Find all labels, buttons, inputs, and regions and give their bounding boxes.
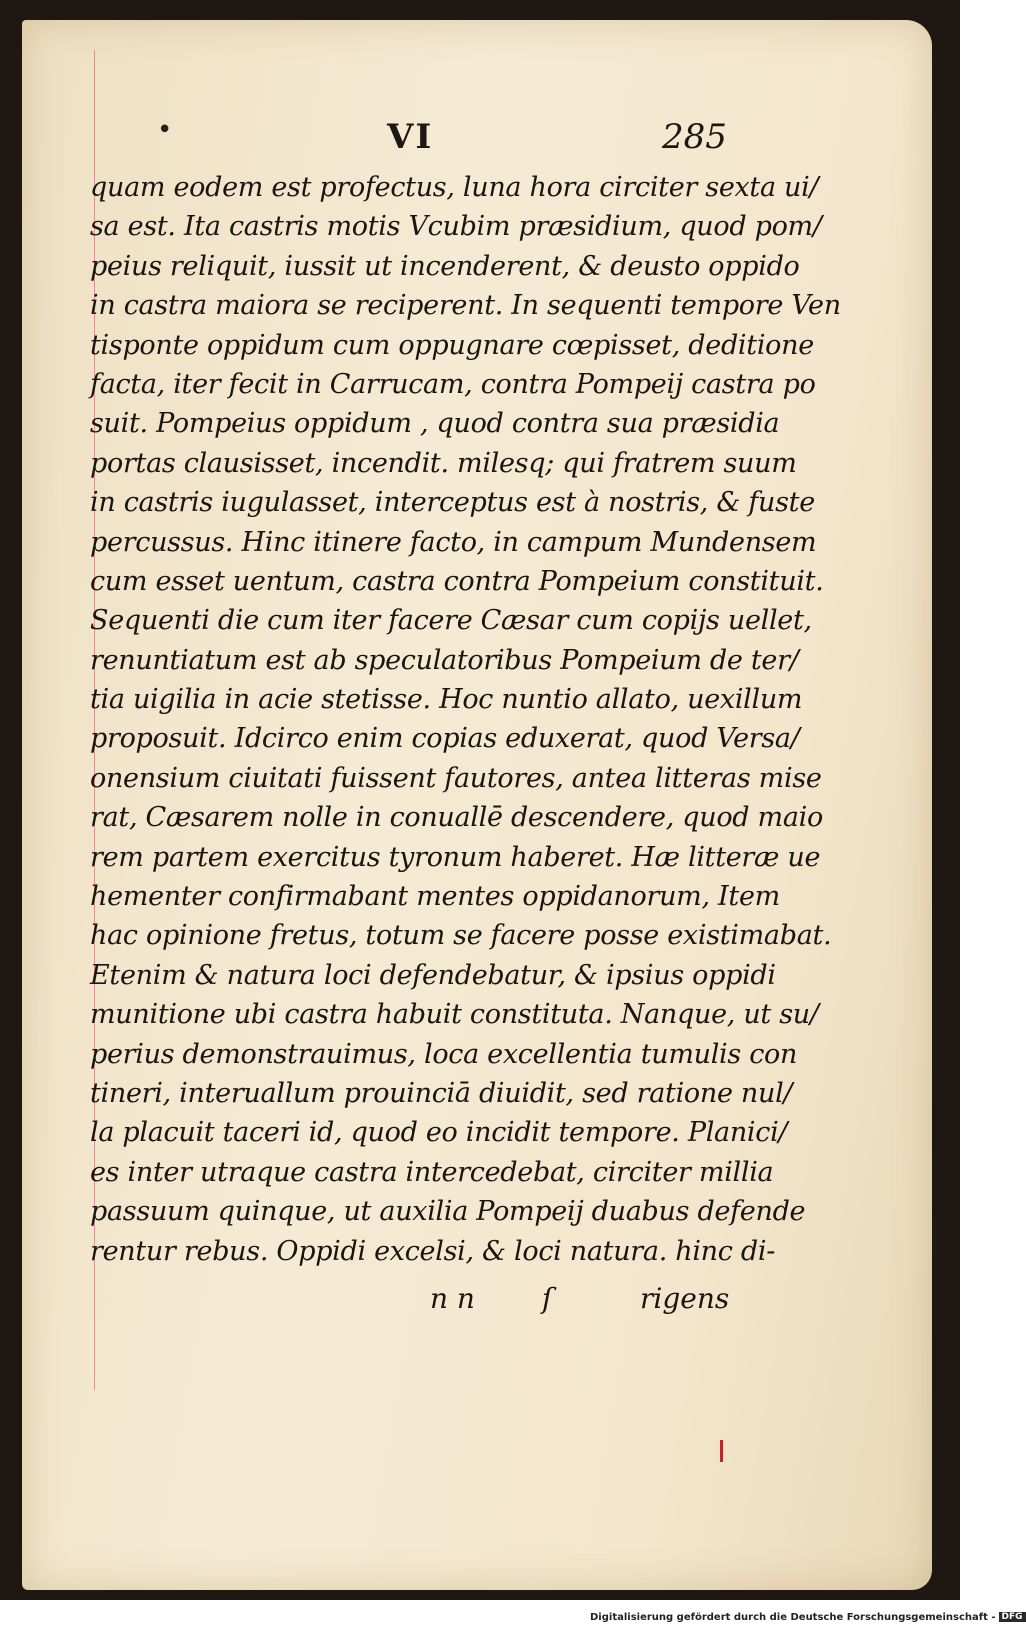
body-text [90, 168, 841, 1271]
credit-text: Digitalisierung gefördert durch die Deutsche Forschungsgemeinschaft - [590, 1612, 996, 1623]
text-line: es inter utraque castra intercedebat, circiter millia [90, 1156, 774, 1188]
dfg-logo: DFG [999, 1612, 1026, 1622]
text-line: peius reliquit, iussit ut incenderent, & deusto oppido [90, 250, 800, 282]
digitization-credit [590, 1612, 1026, 1623]
text-line: tisponte oppidum cum oppugnare cœpisset, deditione [90, 329, 814, 361]
text-line: in castris iugulasset, interceptus est à nostris, & fuste [90, 487, 815, 519]
folio-number: 285 [662, 117, 727, 157]
catchword: rigens [640, 1282, 730, 1315]
page-header [22, 115, 932, 165]
text-line: passuum quinque, ut auxilia Pompeij duabus defende [90, 1196, 806, 1228]
red-ink-mark [720, 1440, 723, 1462]
text-line: in castra maiora se reciperent. In sequenti tempore Ven [90, 290, 841, 322]
signature-marker-2: ſ [542, 1282, 553, 1315]
text-line: rem partem exercitus tyronum haberet. Hæ litteræ ue [90, 841, 821, 873]
text-line: rat, Cæsarem nolle in conuallē descendere, quod maio [90, 802, 823, 834]
text-line: facta, iter fecit in Carrucam, contra Pompeij castra po [90, 368, 816, 400]
header-mark: • [157, 115, 173, 145]
text-line: munitione ubi castra habuit constituta. Nanque, ut su/ [90, 999, 819, 1031]
text-line: onensium ciuitati fuissent fautores, antea litteras mise [90, 762, 822, 794]
text-line: portas clausisset, incendit. milesq; qui fratrem suum [90, 447, 797, 479]
text-line: renuntiatum est ab speculatoribus Pompeium de ter/ [90, 644, 799, 676]
text-line: hac opinione fretus, totum se facere posse existimabat. [90, 920, 832, 952]
text-line: hementer confirmabant mentes oppidanorum, Item [90, 881, 780, 913]
text-line: cum esset uentum, castra contra Pompeium constituit. [90, 565, 824, 597]
text-line: sa est. Ita castris motis Vcubim præsidium, quod pom/ [90, 211, 822, 243]
text-line: tia uigilia in acie stetisse. Hoc nuntio allato, uexillum [90, 684, 803, 716]
book-page [22, 20, 932, 1590]
text-line: perius demonstrauimus, loca excellentia tumulis con [90, 1038, 798, 1070]
text-line: quam eodem est profectus, luna hora circiter sexta ui/ [90, 172, 819, 203]
text-line: la placuit taceri id, quod eo incidit tempore. Planici/ [90, 1117, 788, 1149]
text-line: Sequenti die cum iter facere Cæsar cum copijs uellet, [90, 605, 812, 637]
signature-marker: n n [430, 1282, 475, 1315]
catchword-line [22, 1282, 932, 1322]
text-line: percussus. Hinc itinere facto, in campum Mundensem [90, 526, 817, 558]
text-line: rentur rebus. Oppidi excelsi, & loci natura. hinc di- [90, 1235, 776, 1267]
text-line: suit. Pompeius oppidum , quod contra sua præsidia [90, 408, 780, 440]
text-line: Etenim & natura loci defendebatur, & ipsius oppidi [90, 959, 776, 991]
text-line: tineri, interuallum prouinciā diuidit, sed ratione nul/ [90, 1077, 793, 1109]
text-line: proposuit. Idcirco enim copias eduxerat, quod Versa/ [90, 723, 800, 755]
signature-mark: VI [387, 117, 434, 157]
